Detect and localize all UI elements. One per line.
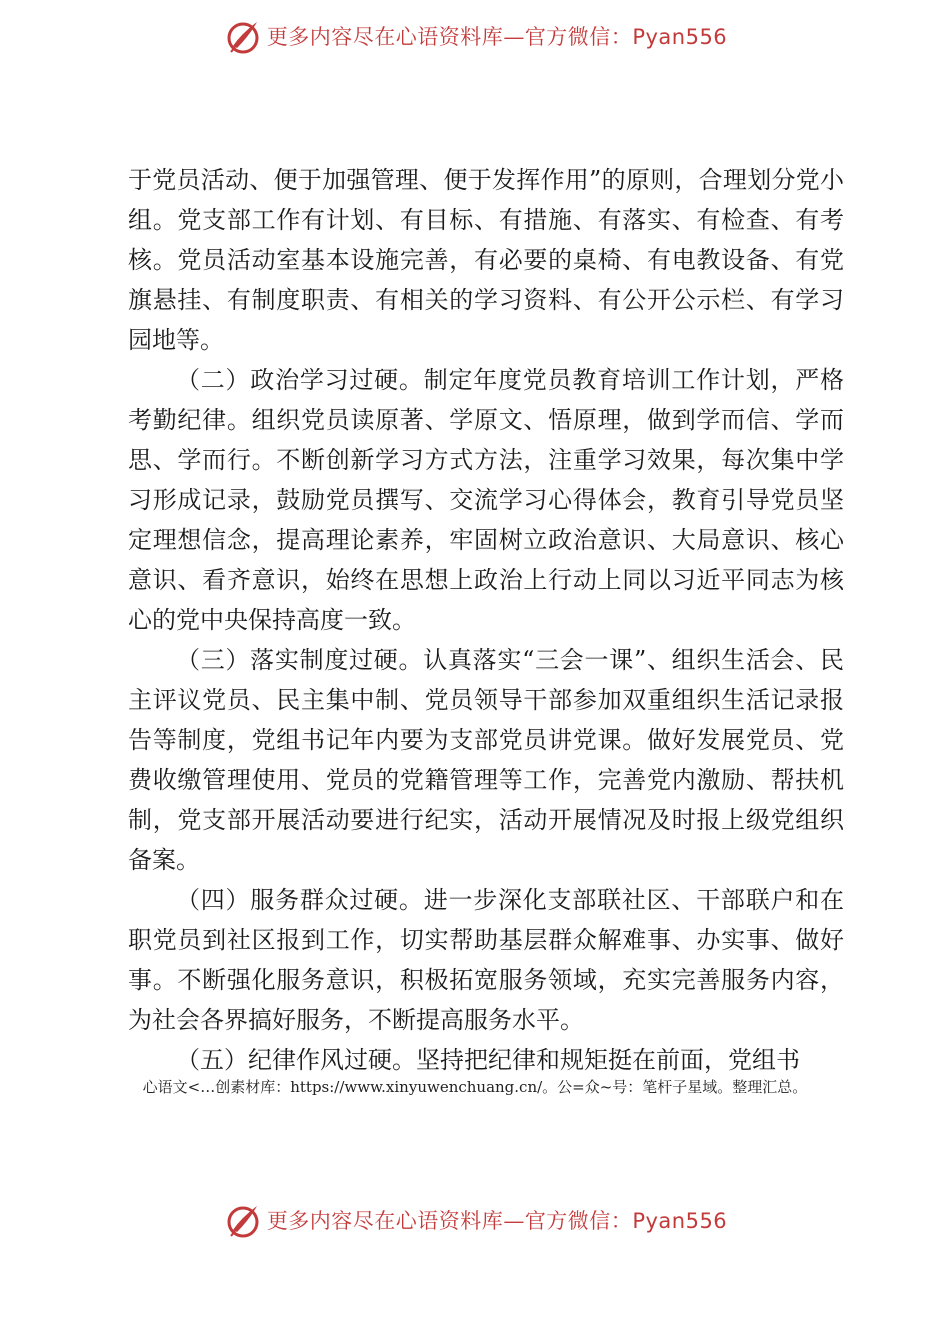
banner-main-text: 更多内容尽在心语资料库 xyxy=(266,1209,504,1233)
banner-dash: — xyxy=(503,25,525,49)
banner-text xyxy=(267,21,727,51)
banner-main-text: 更多内容尽在心语资料库 xyxy=(266,25,504,49)
banner-dash: — xyxy=(503,1209,525,1233)
paragraph-5: （五）纪律作风过硬。坚持把纪律和规矩挺在前面，党组书 xyxy=(176,1046,800,1074)
banner-wechat-label: 官方微信： xyxy=(524,1209,633,1233)
paragraph-1: 于党员活动、便于加强管理、便于发挥作用”的原则，合理划分党小组。党支部工作有计划、有目标、有措施、有落实、有检查、有考核。党员活动室基本设施完善，有必要的桌椅、有电教设备、有党旗悬挂、有制度职责、有相关的学习资料、有公开公示栏、有学习园地等。 xyxy=(128,166,844,354)
banner-wechat-label: 官方微信： xyxy=(524,25,633,49)
banner-wechat-id: Pyan556 xyxy=(632,1209,728,1233)
paragraph-4: （四）服务群众过硬。进一步深化支部联社区、干部联户和在职党员到社区报到工作，切实帮助基层群众解难事、办实事、做好事。不断强化服务意识，积极拓宽服务领域，充实完善服务内容，为社会各界搞好服务，不断提高服务水平。 xyxy=(128,886,844,1034)
quill-logo-icon xyxy=(223,1200,263,1240)
banner-wechat-id: Pyan556 xyxy=(632,25,728,49)
document-body xyxy=(128,160,844,1080)
paragraph-3: （三）落实制度过硬。认真落实“三会一课”、组织生活会、民主评议党员、民主集中制、党员领导干部参加双重组织生活记录报告等制度，党组书记年内要为支部党员讲党课。做好发展党员、党费收缴管理使用、党员的党籍管理等工作，完善党内激励、帮扶机制，党支部开展活动要进行纪实，活动开展情况及时报上级党组织备案。 xyxy=(128,646,844,874)
banner-text xyxy=(267,1205,727,1235)
paragraph-2: （二）政治学习过硬。制定年度党员教育培训工作计划，严格考勤纪律。组织党员读原著、学原文、悟原理，做到学而信、学而思、学而行。不断创新学习方式方法，注重学习效果，每次集中学习形成记录，鼓励党员撰写、交流学习心得体会，教育引导党员坚定理想信念，提高理论素养，牢固树立政治意识、大局意识、核心意识、看齐意识，始终在思想上政治上行动上同以习近平同志为核心的党中央保持高度一致。 xyxy=(128,366,844,634)
quill-logo-icon xyxy=(223,16,263,56)
source-note: 心语文<…创素材库：https://www.xinyuwenchuang.cn/。公=众~号：笔杆子星域。整理汇总。 xyxy=(142,1078,808,1096)
footer-banner xyxy=(0,1198,950,1242)
header-banner xyxy=(0,14,950,58)
